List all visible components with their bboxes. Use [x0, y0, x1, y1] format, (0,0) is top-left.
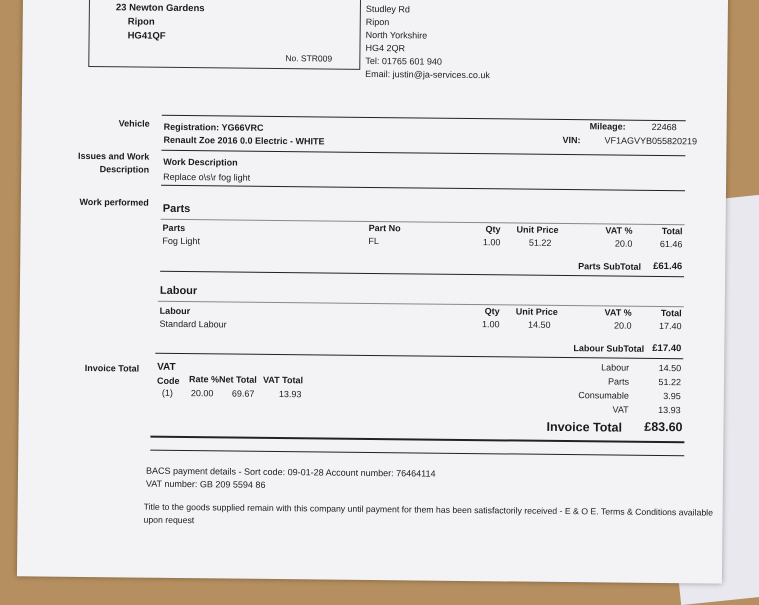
vin-value: VF1AGVYB055820219 — [604, 135, 698, 147]
parts-row-qty: 1.00 — [482, 237, 501, 248]
summary-value-vat: 13.93 — [658, 404, 681, 416]
summary-value-consumable: 3.95 — [663, 391, 681, 402]
vat-title: VAT — [157, 361, 176, 373]
customer-address-box — [88, 0, 361, 70]
divider — [150, 450, 684, 457]
vehicle-registration: Registration: YG66VRC — [163, 121, 264, 133]
labour-row-total: 17.40 — [659, 321, 682, 332]
invoice-page — [17, 0, 728, 584]
parts-row-total: 61.46 — [659, 239, 683, 250]
summary-value-parts: 51.22 — [658, 377, 682, 388]
divider — [161, 219, 685, 225]
company-telephone: Tel: 01765 601 940 — [365, 55, 442, 67]
parts-row-part-no: FL — [368, 235, 380, 247]
customer-street: 23 Newton Gardens — [115, 2, 205, 15]
summary-label-parts: Parts — [607, 376, 630, 387]
vat-header-rate: Rate % — [188, 374, 220, 385]
invoice-total-value: £83.60 — [644, 419, 683, 435]
vat-row-rate: 20.00 — [190, 388, 214, 399]
divider — [161, 185, 685, 191]
parts-header-name: Parts — [162, 222, 186, 234]
work-description-text: Replace o\s\r fog light — [163, 171, 251, 183]
parts-header-part-no: Part No — [368, 222, 401, 234]
vat-header-code: Code — [156, 375, 180, 386]
divider — [161, 150, 685, 156]
labour-title: Labour — [159, 284, 198, 298]
work-description-heading: Work Description — [163, 156, 238, 168]
summary-label-labour: Labour — [601, 362, 630, 373]
divider — [155, 353, 683, 360]
work-performed-label: Work performed — [79, 196, 149, 208]
mileage-label: Mileage: — [589, 121, 626, 132]
labour-row-qty: 1.00 — [482, 319, 500, 330]
customer-town: Ripon — [127, 16, 155, 28]
labour-subtotal-label: Labour SubTotal — [573, 343, 645, 354]
divider — [162, 115, 686, 121]
parts-subtotal-value: £61.46 — [653, 260, 683, 273]
labour-row-name: Standard Labour — [159, 318, 227, 330]
vat-number: VAT number: GB 209 5594 86 — [145, 478, 266, 490]
divider — [158, 301, 684, 308]
parts-row-unit-price: 51.22 — [528, 237, 552, 248]
parts-header-qty: Qty — [485, 224, 501, 235]
labour-row-vat: 20.0 — [614, 320, 632, 331]
vehicle-model: Renault Zoe 2016 0.0 Electric - WHITE — [163, 134, 325, 147]
vat-header-net: Net Total — [218, 374, 257, 385]
vin-label: VIN: — [562, 134, 581, 146]
parts-header-unit-price: Unit Price — [516, 224, 559, 235]
labour-header-unit-price: Unit Price — [515, 306, 558, 317]
labour-row-unit-price: 14.50 — [528, 319, 551, 330]
parts-header-vat: VAT % — [605, 225, 633, 236]
labour-header-vat: VAT % — [604, 307, 632, 318]
summary-value-labour: 14.50 — [658, 363, 682, 374]
divider — [160, 271, 684, 277]
company-postcode: HG4 2QR — [365, 42, 406, 54]
bacs-details: BACS payment details - Sort code: 09-01-28 Account number: 76464114 — [145, 465, 436, 479]
issues-label-line1: Issues and Work — [77, 150, 150, 162]
vat-row-net: 69.67 — [231, 388, 255, 399]
labour-header-total: Total — [660, 308, 682, 319]
vat-row-code: (1) — [161, 387, 173, 398]
labour-header-name: Labour — [159, 305, 191, 317]
labour-header-qty: Qty — [484, 306, 500, 317]
parts-subtotal-label: Parts SubTotal — [578, 261, 642, 272]
invoice-total-heading: Invoice Total — [546, 419, 623, 435]
issues-label-line2: Description — [99, 164, 150, 175]
company-email: Email: justin@ja-services.co.uk — [365, 68, 490, 81]
customer-postcode: HG41QF — [127, 30, 166, 42]
summary-label-vat: VAT — [612, 404, 629, 415]
vat-row-vat: 13.93 — [278, 389, 302, 400]
document-number: No. STR009 — [285, 53, 333, 64]
mileage-value: 22468 — [651, 121, 677, 133]
invoice-total-label: Invoice Total — [84, 362, 140, 374]
parts-title: Parts — [162, 202, 191, 216]
divider — [150, 436, 684, 444]
company-street: Studley Rd — [365, 3, 410, 15]
company-town: Ripon — [365, 16, 390, 28]
labour-subtotal-value: £17.40 — [652, 342, 682, 355]
summary-label-consumable: Consumable — [578, 390, 629, 401]
parts-row-name: Fog Light — [162, 235, 201, 247]
vat-header-vat: VAT Total — [262, 374, 304, 386]
parts-row-vat: 20.0 — [614, 238, 633, 249]
company-county: North Yorkshire — [365, 29, 428, 41]
terms-line-1: Title to the goods supplied remain with this company until payment for them has been satisfactorily received - E & O E. Terms & Conditions available — [143, 501, 714, 518]
parts-header-total: Total — [661, 226, 683, 237]
terms-line-2: upon request — [143, 514, 195, 526]
vehicle-label: Vehicle — [118, 118, 150, 129]
